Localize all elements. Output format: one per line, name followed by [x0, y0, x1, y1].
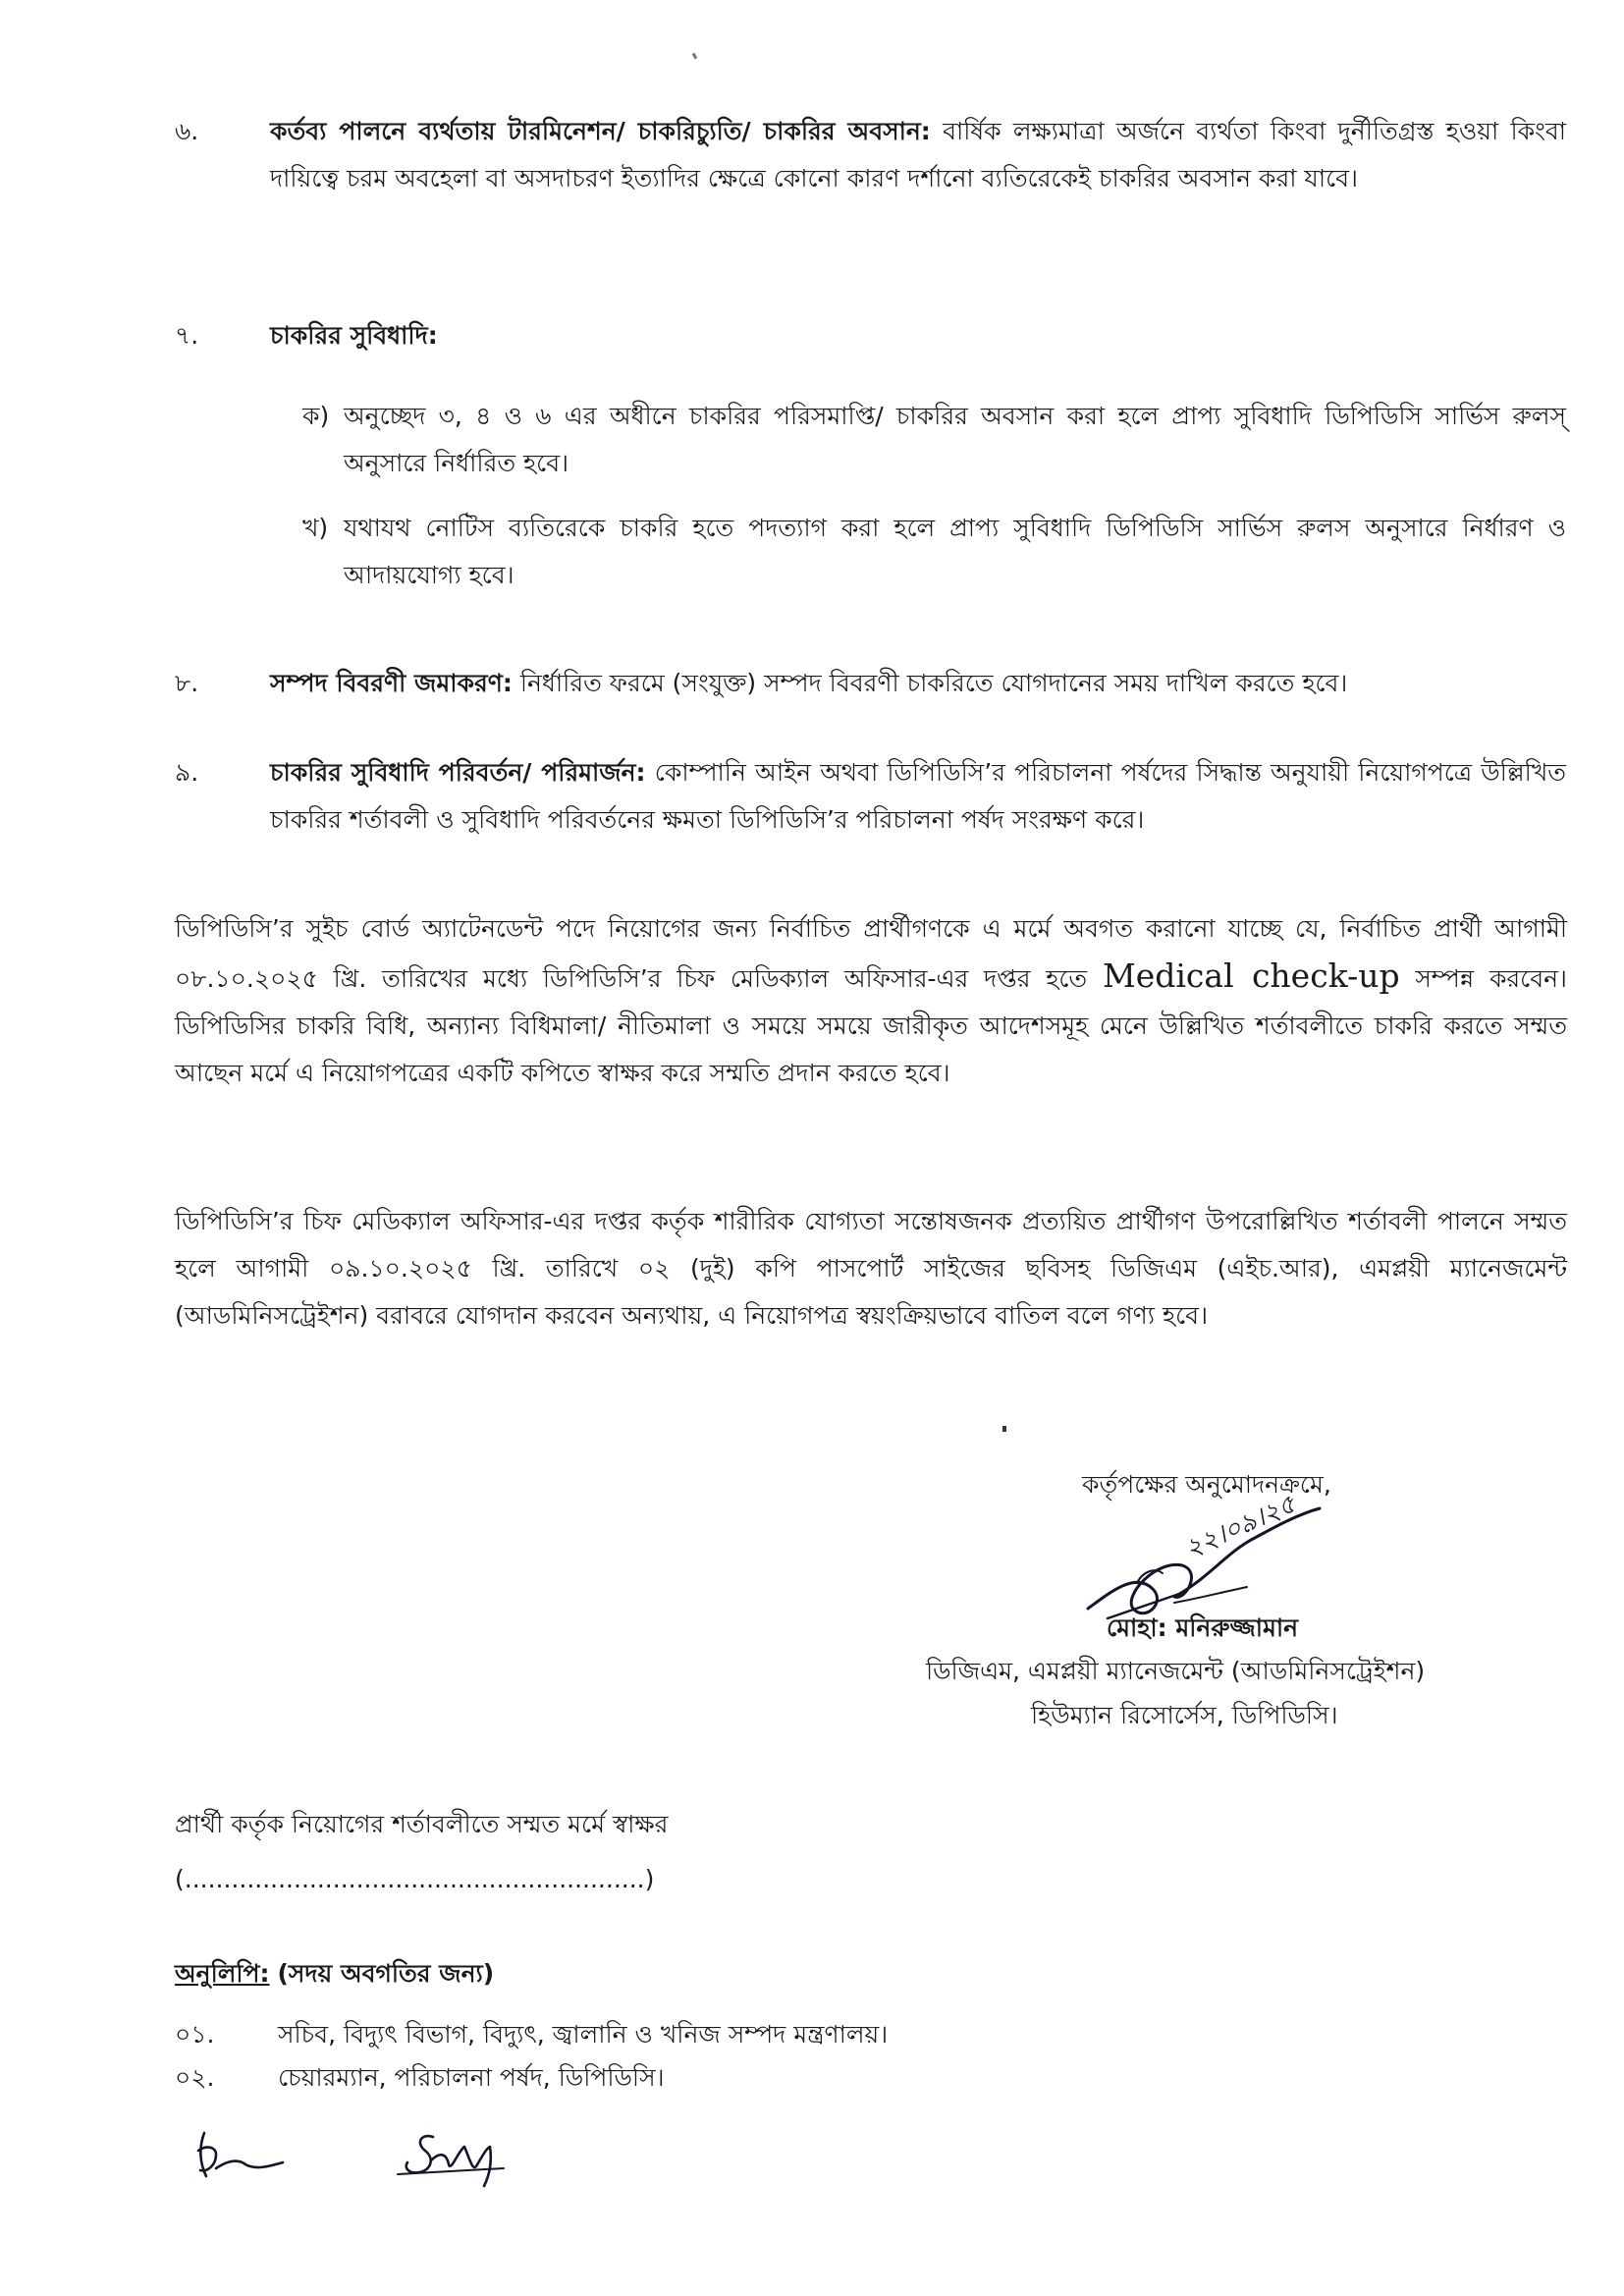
section-text: নির্ধারিত ফরমে (সংযুক্ত) সম্পদ বিবরণী চাকরিতে যোগদানের সময় দাখিল করতে হবে। [519, 669, 1348, 697]
scan-speck [1002, 1426, 1006, 1432]
section-heading: কর্তব্য পালনে ব্যর্থতায় টারমিনেশন/ চাকরিচ্যুতি/ চাকরির অবসান: [270, 117, 931, 145]
copy-to-title: অনুলিপি: [175, 1959, 270, 1988]
acknowledgement-signature-line: (...........................................................) [175, 1865, 655, 1893]
signatory-name: মোহা: মনিরুজ্জামান [1107, 1613, 1299, 1642]
section-body [270, 108, 1566, 202]
section-heading: চাকরির সুবিধাদি: [270, 321, 438, 350]
copy-to-item [175, 2013, 888, 2056]
acknowledgement-text: প্রার্থী কর্তৃক নিয়োগের শর্তাবলীতে সম্মত মর্মে স্বাক্ষর [175, 1810, 669, 1838]
medical-checkup-term: Medical check-up [1102, 957, 1400, 995]
subitem-text: অনুচ্ছেদ ৩, ৪ ও ৬ এর অধীনে চাকরির পরিসমাপ্তি/ চাকরির অবসান করা হলে প্রাপ্য সুবিধাদি ডিপিডিসি সার্ভিস রুলস্ অনুসারে নির্ধারিত হবে। [344, 402, 1566, 477]
section-heading: চাকরির সুবিধাদি পরিবর্তন/ পরিমার্জন: [270, 758, 646, 787]
section-number: ৯. [175, 758, 199, 787]
initials-signature-1 [187, 2121, 304, 2190]
copy-to-text: চেয়ারম্যান, পরিচালনা পর্ষদ, ডিপিডিসি। [278, 2063, 665, 2092]
paragraph-text: সম্পন্ন করবেন। ডিপিডিসির চাকরি বিধি, অন্যান্য বিধিমালা/ নীতিমালা ও সময়ে সময়ে জারীকৃত আদেশসমূহ মেনে উল্লিখিত শর্তাবলীতে চাকরি করতে সম্মত আছেন মর্মে এ নিয়োগপত্রের একটি কপিতে স্বাক্ষর করে সম্মতি প্রদান করতে হবে। [175, 964, 1568, 1087]
copy-to-heading [175, 1952, 494, 1995]
section-body [270, 312, 1566, 359]
section-number: ৭. [175, 321, 199, 350]
signatory-department: হিউম্যান রিসোর্সেস, ডিপিডিসি। [1031, 1701, 1338, 1729]
approval-text: কর্তৃপক্ষের অনুমোদনক্রমে, [1082, 1470, 1331, 1499]
section-text: বার্ষিক লক্ষ্যমাত্রা অর্জনে ব্যর্থতা কিংবা দুর্নীতিগ্রস্ত হওয়া কিংবা দায়িত্বে চরম অবহেলা বা অসদাচরণ ইত্যাদির ক্ষেত্রে কোনো কারণ দর্শানো ব্যতিরেকেই চাকরির অবসান করা যাবে। [270, 117, 1567, 192]
section-heading: সম্পদ বিবরণী জমাকরণ: [270, 669, 513, 697]
scan-speck [692, 53, 698, 60]
section-number: ৮. [175, 669, 199, 697]
copy-to-number: ০২. [175, 2063, 215, 2092]
copy-to-text: সচিব, বিদ্যুৎ বিভাগ, বিদ্যুৎ, জ্বালানি ও খনিজ সম্পদ মন্ত্রণালয়। [278, 2020, 889, 2049]
handwritten-date: ২২।০৯।২৫ [1180, 1489, 1301, 1564]
paragraph-text: ডিপিডিসি’র সুইচ বোর্ড অ্যাটেনডেন্ট পদে নিয়োগের জন্য নির্বাচিত প্রার্থীগণকে এ মর্মে অবগত করানো যাচ্ছে যে, নির্বাচিত প্রার্থী আগামী ০৮.১০.২০২৫ খ্রি. তারিখের মধ্যে ডিপিডিসি’র চিফ মেডিক্যাল অফিসার-এর দপ্তর হতে [175, 914, 1567, 993]
paragraph-joining: ডিপিডিসি’র চিফ মেডিক্যাল অফিসার-এর দপ্তর কর্তৃক শারীরিক যোগ্যতা সন্তোষজনক প্রত্যয়িত প্রার্থীগণ উপরোল্লিখিত শর্তাবলী পালনে সম্মত হলে আগামী ০৯.১০.২০২৫ খ্রি. তারিখে ০২ (দুই) কপি পাসপোর্ট সাইজের ছবিসহ ডিজিএম (এইচ.আর), এমপ্লয়ী ম্যানেজমেন্ট (আডমিনিসট্রেইশন) বরাবরে যোগদান করবেন অন্যথায়, এ নিয়োগপত্র স্বয়ংক্রিয়ভাবে বাতিল বলে গণ্য হবে। [175, 1207, 1567, 1330]
copy-to-subtitle: (সদয় অবগতির জন্য) [277, 1959, 495, 1988]
subitem-label: খ) [302, 514, 329, 542]
initials-signature-2 [388, 2121, 535, 2200]
subitem-label: ক) [302, 402, 330, 430]
section-text: কোম্পানি আইন অথবা ডিপিডিসি’র পরিচালনা পর্ষদের সিদ্ধান্ত অনুযায়ী নিয়োগপত্রে উল্লিখিত চাকরির শর্তাবলী ও সুবিধাদি পরিবর্তনের ক্ষমতা ডিপিডিসি’র পরিচালনা পর্ষদ সংরক্ষণ করে। [270, 758, 1566, 834]
copy-to-item [175, 2056, 665, 2100]
paragraph-medical-checkup [175, 905, 1567, 1097]
copy-to-number: ০১. [175, 2020, 215, 2049]
subitem-text: যথাযথ নোটিস ব্যতিরেকে চাকরি হতে পদত্যাগ করা হলে প্রাপ্য সুবিধাদি ডিপিডিসি সার্ভিস রুলস অনুসারে নির্ধারণ ও আদায়যোগ্য হবে। [344, 514, 1566, 589]
signatory-designation: ডিজিএম, এমপ্লয়ী ম্যানেজমেন্ট (আডমিনিসট্রেইশন) [926, 1657, 1426, 1685]
section-body [270, 749, 1566, 844]
section-number: ৬. [175, 117, 199, 145]
section-body [270, 660, 1566, 707]
